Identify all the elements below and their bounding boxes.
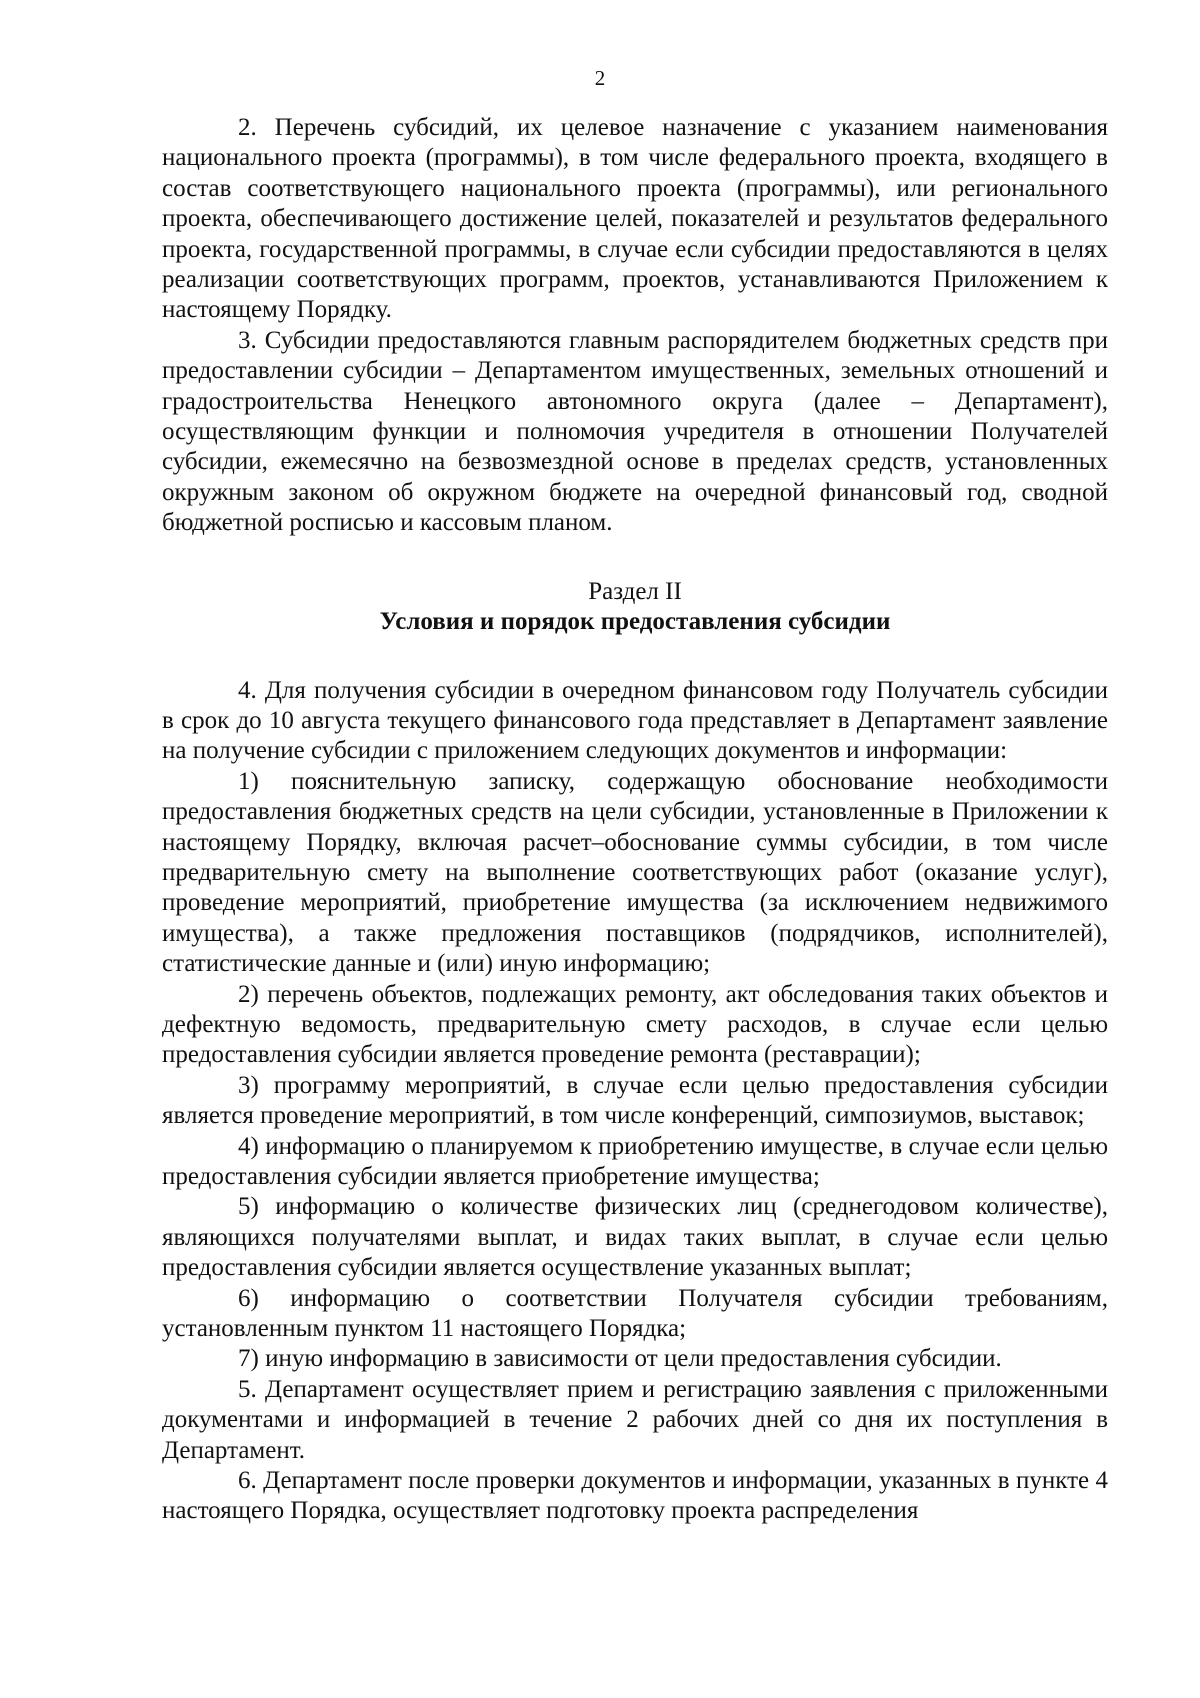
section-title: Условия и порядок предоставления субсидии xyxy=(379,608,891,636)
paragraph-5: 5. Департамент осуществляет прием и регистрацию заявления с приложенными документами и информацией в течение 2 рабочих дней со дня их поступления в Департамент. xyxy=(162,1375,1108,1464)
paragraph-3: 3. Субсидии предоставляются главным распорядителем бюджетных средств при предоставлении субсидии – Департаментом имущественных, земельных отношений и градостроительства Ненецкого автономного округа (далее – Департамент), осуществляющим функции и полномочия учредителя в отношении Получателей субсидии, ежемесячно на безвозмездной основе в пределах средств, установленных окружным законом об окружном бюджете на очередной финансовый год, сводной бюджетной росписью и кассовым планом. xyxy=(162,326,1108,537)
paragraph-6: 6. Департамент после проверки документов и информации, указанных в пункте 4 настоящего Порядка, осуществляет подготовку проекта распределения xyxy=(162,1467,1108,1525)
paragraph-2: 2. Перечень субсидий, их целевое назначение с указанием наименования национального проекта (программы), в том числе федерального проекта, входящего в состав соответствующего национального проекта (программы), или регионального проекта, обеспечивающего достижение целей, показателей и результатов федерального проекта, государственной программы, в случае если субсидии предоставляются в целях реализации соответствующих программ, проектов, устанавливаются Приложением к настоящему Порядку. xyxy=(162,114,1108,324)
list-item-1: 1) пояснительную записку, содержащую обоснование необходимости предоставления бюджетных средств на цели субсидии, установленные в Приложении к настоящему Порядку, включая расчет–обоснование суммы субсидии, в том числе предварительную смету на выполнение соответствующих работ (оказание услуг), проведение мероприятий, приобретение имущества (за исключением недвижимого имущества), а также предложения поставщиков (подрядчиков, исполнителей), статистические данные и (или) иную информацию; xyxy=(162,767,1108,978)
paragraph-4: 4. Для получения субсидии в очередном финансовом году Получатель субсидии в срок до 10 августа текущего финансового года представляет в Департамент заявление на получение субсидии с приложением следующих документов и информации: xyxy=(162,676,1108,765)
list-item-4: 4) информацию о планируемом к приобретению имуществе, в случае если целью предоставления субсидии является приобретение имущества; xyxy=(162,1132,1108,1190)
document-body xyxy=(162,113,1108,1527)
page-number: 2 xyxy=(594,66,606,90)
list-item-6: 6) информацию о соответствии Получателя субсидии требованиям, установленным пунктом 11 настоящего Порядка; xyxy=(162,1284,1108,1343)
list-item-5: 5) информацию о количестве физических лиц (среднегодовом количестве), являющихся получателями выплат, и видах таких выплат, в случае если целью предоставления субсидии является осуществление указанных выплат; xyxy=(162,1193,1108,1282)
list-item-2: 2) перечень объектов, подлежащих ремонту, акт обследования таких объектов и дефектную ведомость, предварительную смету расходов, в случае если целью предоставления субсидии является проведение ремонта (реставрации); xyxy=(162,980,1108,1069)
section-label: Раздел II xyxy=(588,577,682,605)
list-item-3: 3) программу мероприятий, в случае если целью предоставления субсидии является проведение мероприятий, в том числе конференций, симпозиумов, выставок; xyxy=(162,1071,1108,1130)
list-item-7: 7) иную информацию в зависимости от цели предоставления субсидии. xyxy=(238,1345,1002,1373)
section-heading xyxy=(162,577,1108,638)
